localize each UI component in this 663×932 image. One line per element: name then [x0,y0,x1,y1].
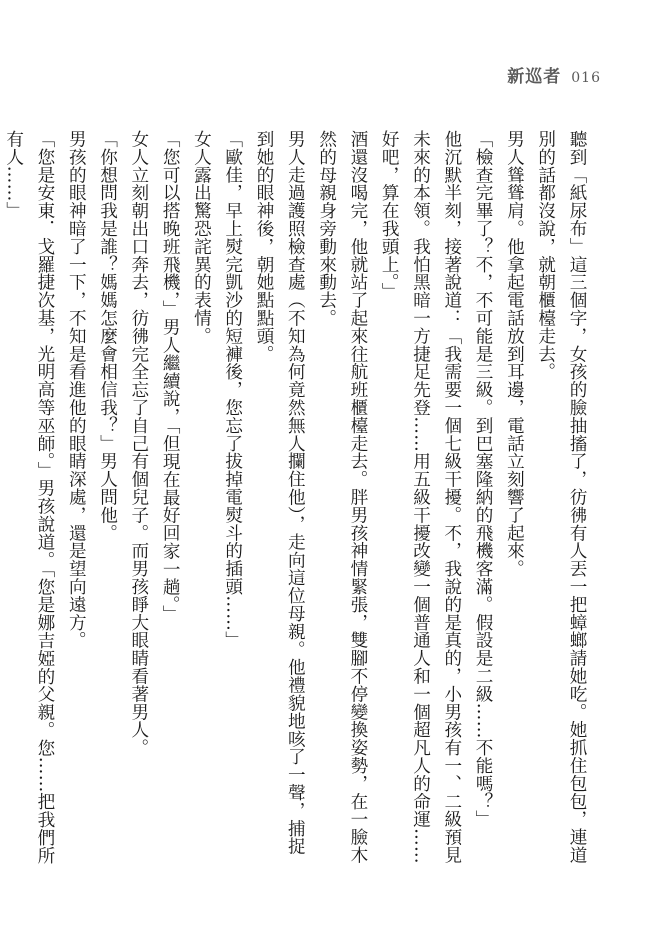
paragraph: 男人聳聳肩。他拿起電話放到耳邊，電話立刻響了起來。 [504,130,525,578]
book-title: 新巡者 [507,67,562,87]
paragraph: 女人露出驚恐詫異的表情。 [191,130,212,345]
paragraph: 聽到「紙尿布」這三個字，女孩的臉抽搐了，彷彿有人丟一把蟑螂請她吃。她抓住包包，連道別的話都沒說，就朝櫃檯走去。 [535,130,587,864]
paragraph: 男孩的眼神暗了一下，不知是看進他的眼睛深處，還是望向遠方。 [66,130,87,650]
paragraph: 男人走過護照檢查處（不知為何竟然無人攔住他），走向這位母親。他禮貌地咳了一聲，捕捉到她的眼神後，朝她點點頭。 [254,130,306,856]
vertical-text-block [3,130,592,865]
paragraph: 「您可以搭晚班飛機，」男人繼續說，「但現在最好回家一趟。」 [160,130,181,623]
paragraph: 「檢查完畢了？不，不可能是三級。到巴塞隆納的飛機客滿。假設是二級……不能嗎？」 [473,130,494,829]
paragraph: 酒還沒喝完，他就站了起來往航班櫃檯走去。胖男孩神情緊張，雙腳不停變換姿勢，在一臉木然的母親身旁動來動去。 [316,130,368,864]
paragraph: 「歐佳，早上熨完凱沙的短褲後，您忘了拔掉電熨斗的插頭……」 [222,130,243,650]
paragraph: 他沉默半刻，接著說道：「我需要一個七級干擾。不，我說的是真的，小男孩有一、二級預見未來的本領。我怕黑暗一方捷足先登……用五級干擾改變一個普通人和一個超凡人的命運……好吧，算在我頭上。」 [379,130,462,864]
paragraph: 「你想問我是誰？媽媽怎麼會相信我？」男人問他。 [97,130,118,542]
running-head [507,62,601,87]
paragraph: 「您是安東．戈羅捷次基，光明高等巫師。」男孩說道。「您是娜吉婭的父親。您……把我們所有人……」 [3,130,55,865]
page-number: 016 [571,70,601,86]
paragraph: 女人立刻朝出口奔去，彷彿完全忘了自己有個兒子。而男孩睜大眼睛看著男人。 [128,130,149,757]
